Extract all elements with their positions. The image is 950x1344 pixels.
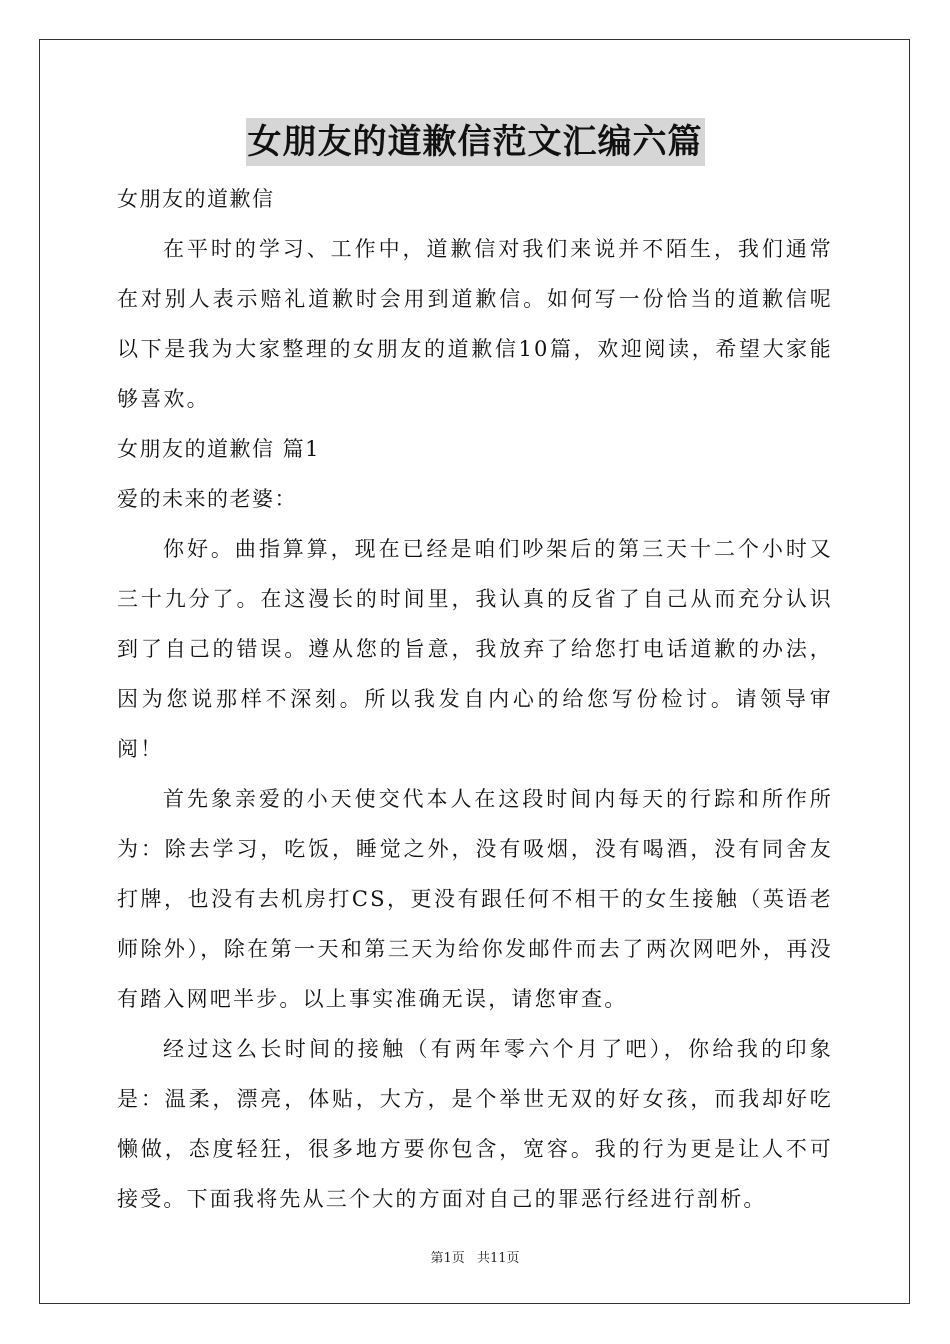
page-total: 共11页 — [476, 1251, 520, 1266]
body-paragraph-3: 经过这么长时间的接触（有两年零六个月了吧），你给我的印象是：温柔，漂亮，体贴，大方，是个举世无双的好女孩，而我却好吃懒做，态度轻狂，很多地方要你包含，宽容。我的行为更是让人不可接受。下面我将先从三个大的方面对自己的罪恶行经进行剖析。 — [117, 1037, 833, 1211]
document-body — [117, 118, 833, 1224]
section-heading: 女朋友的道歉信 — [117, 187, 275, 211]
document-title: 女朋友的道歉信范文汇编六篇 — [246, 118, 705, 166]
body-paragraph-2: 首先象亲爱的小天使交代本人在这段时间内每天的行踪和所作所为：除去学习，吃饭，睡觉之外，没有吸烟，没有喝酒，没有同舍友打牌，也没有去机房打CS，更没有跟任何不相干的女生接触（英语老师除外），除在第一天和第三天为给你发邮件而去了两次网吧外，再没有踏入网吧半步。以上事实准确无误，请您审查。 — [117, 787, 833, 1011]
salutation: 爱的未来的老婆： — [117, 487, 297, 511]
title-wrap — [117, 118, 833, 174]
body-paragraph-1: 你好。曲指算算，现在已经是咱们吵架后的第三天十二个小时又三十九分了。在这漫长的时间里，我认真的反省了自己从而充分认识到了自己的错误。遵从您的旨意，我放弃了给您打电话道歉的办法，因为您说那样不深刻。所以我发自内心的给您写份检讨。请领导审阅！ — [117, 537, 833, 761]
piece-heading: 女朋友的道歉信 篇1 — [117, 437, 321, 461]
page-number: 第1页 — [430, 1251, 465, 1266]
page-footer — [0, 1247, 950, 1266]
intro-paragraph: 在平时的学习、工作中，道歉信对我们来说并不陌生，我们通常在对别人表示赔礼道歉时会用到道歉信。如何写一份恰当的道歉信呢以下是我为大家整理的女朋友的道歉信10篇，欢迎阅读，希望大家能够喜欢。 — [117, 237, 833, 411]
